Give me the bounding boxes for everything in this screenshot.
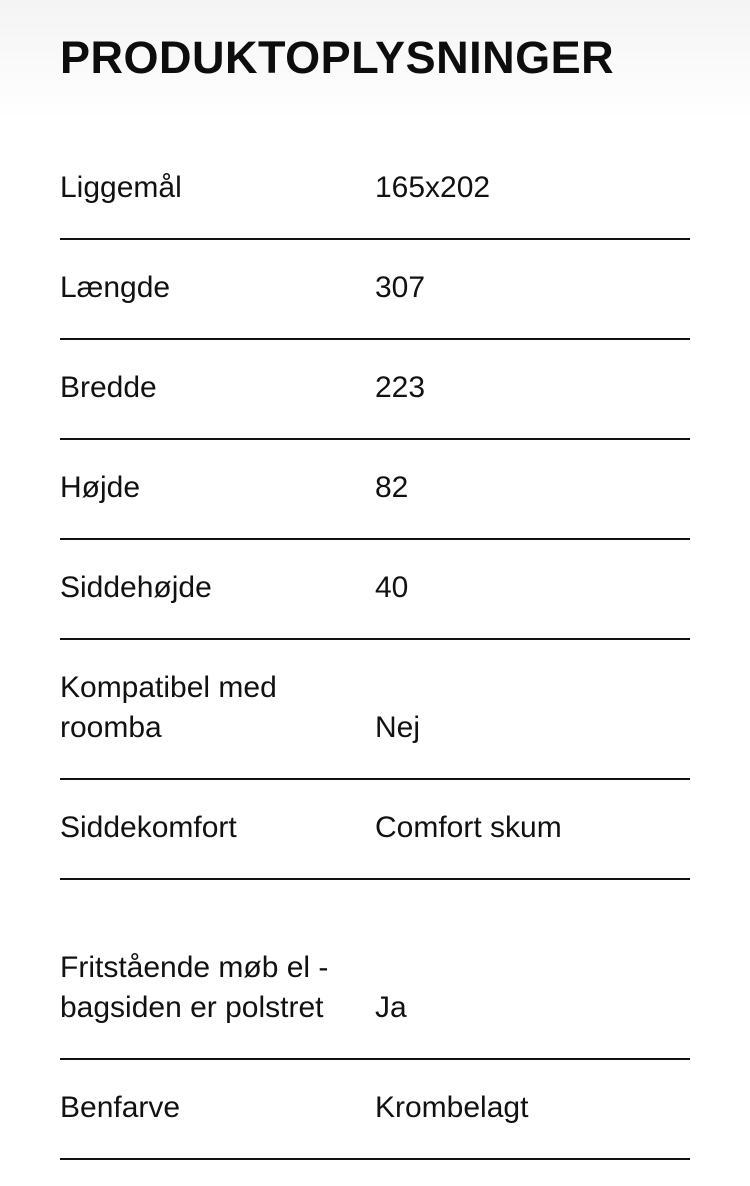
spec-row [60, 880, 690, 1060]
spec-label: Bredde [60, 371, 157, 404]
spec-row [60, 140, 690, 240]
spec-value: 82 [375, 471, 409, 504]
spec-label: Længde [60, 271, 171, 304]
spec-label: Liggemål [60, 171, 182, 204]
spec-table [60, 140, 690, 1160]
spec-value: 223 [375, 371, 426, 404]
spec-value: Nej [375, 711, 421, 744]
spec-value: Krombelagt [375, 1091, 529, 1124]
spec-label: Fritstående møb el - bagsiden er polstret [60, 951, 329, 1024]
spec-row [60, 640, 690, 780]
spec-value: Comfort skum [375, 811, 562, 844]
spec-label: Siddehøjde [60, 571, 212, 604]
spec-row [60, 780, 690, 880]
spec-row [60, 240, 690, 340]
spec-label: Siddekomfort [60, 811, 237, 844]
spec-value: Ja [375, 991, 407, 1024]
spec-label: Benfarve [60, 1091, 181, 1124]
spec-label: Kompatibel med roomba [60, 671, 277, 744]
page-header [0, 0, 750, 120]
spec-value: 165x202 [375, 171, 491, 204]
spec-label: Højde [60, 471, 141, 504]
spec-row [60, 340, 690, 440]
spec-value: 307 [375, 271, 426, 304]
spec-value: 40 [375, 571, 409, 604]
spec-row [60, 1060, 690, 1160]
spec-row [60, 540, 690, 640]
page-title: PRODUKTOPLYSNINGER [60, 32, 615, 83]
spec-row [60, 440, 690, 540]
